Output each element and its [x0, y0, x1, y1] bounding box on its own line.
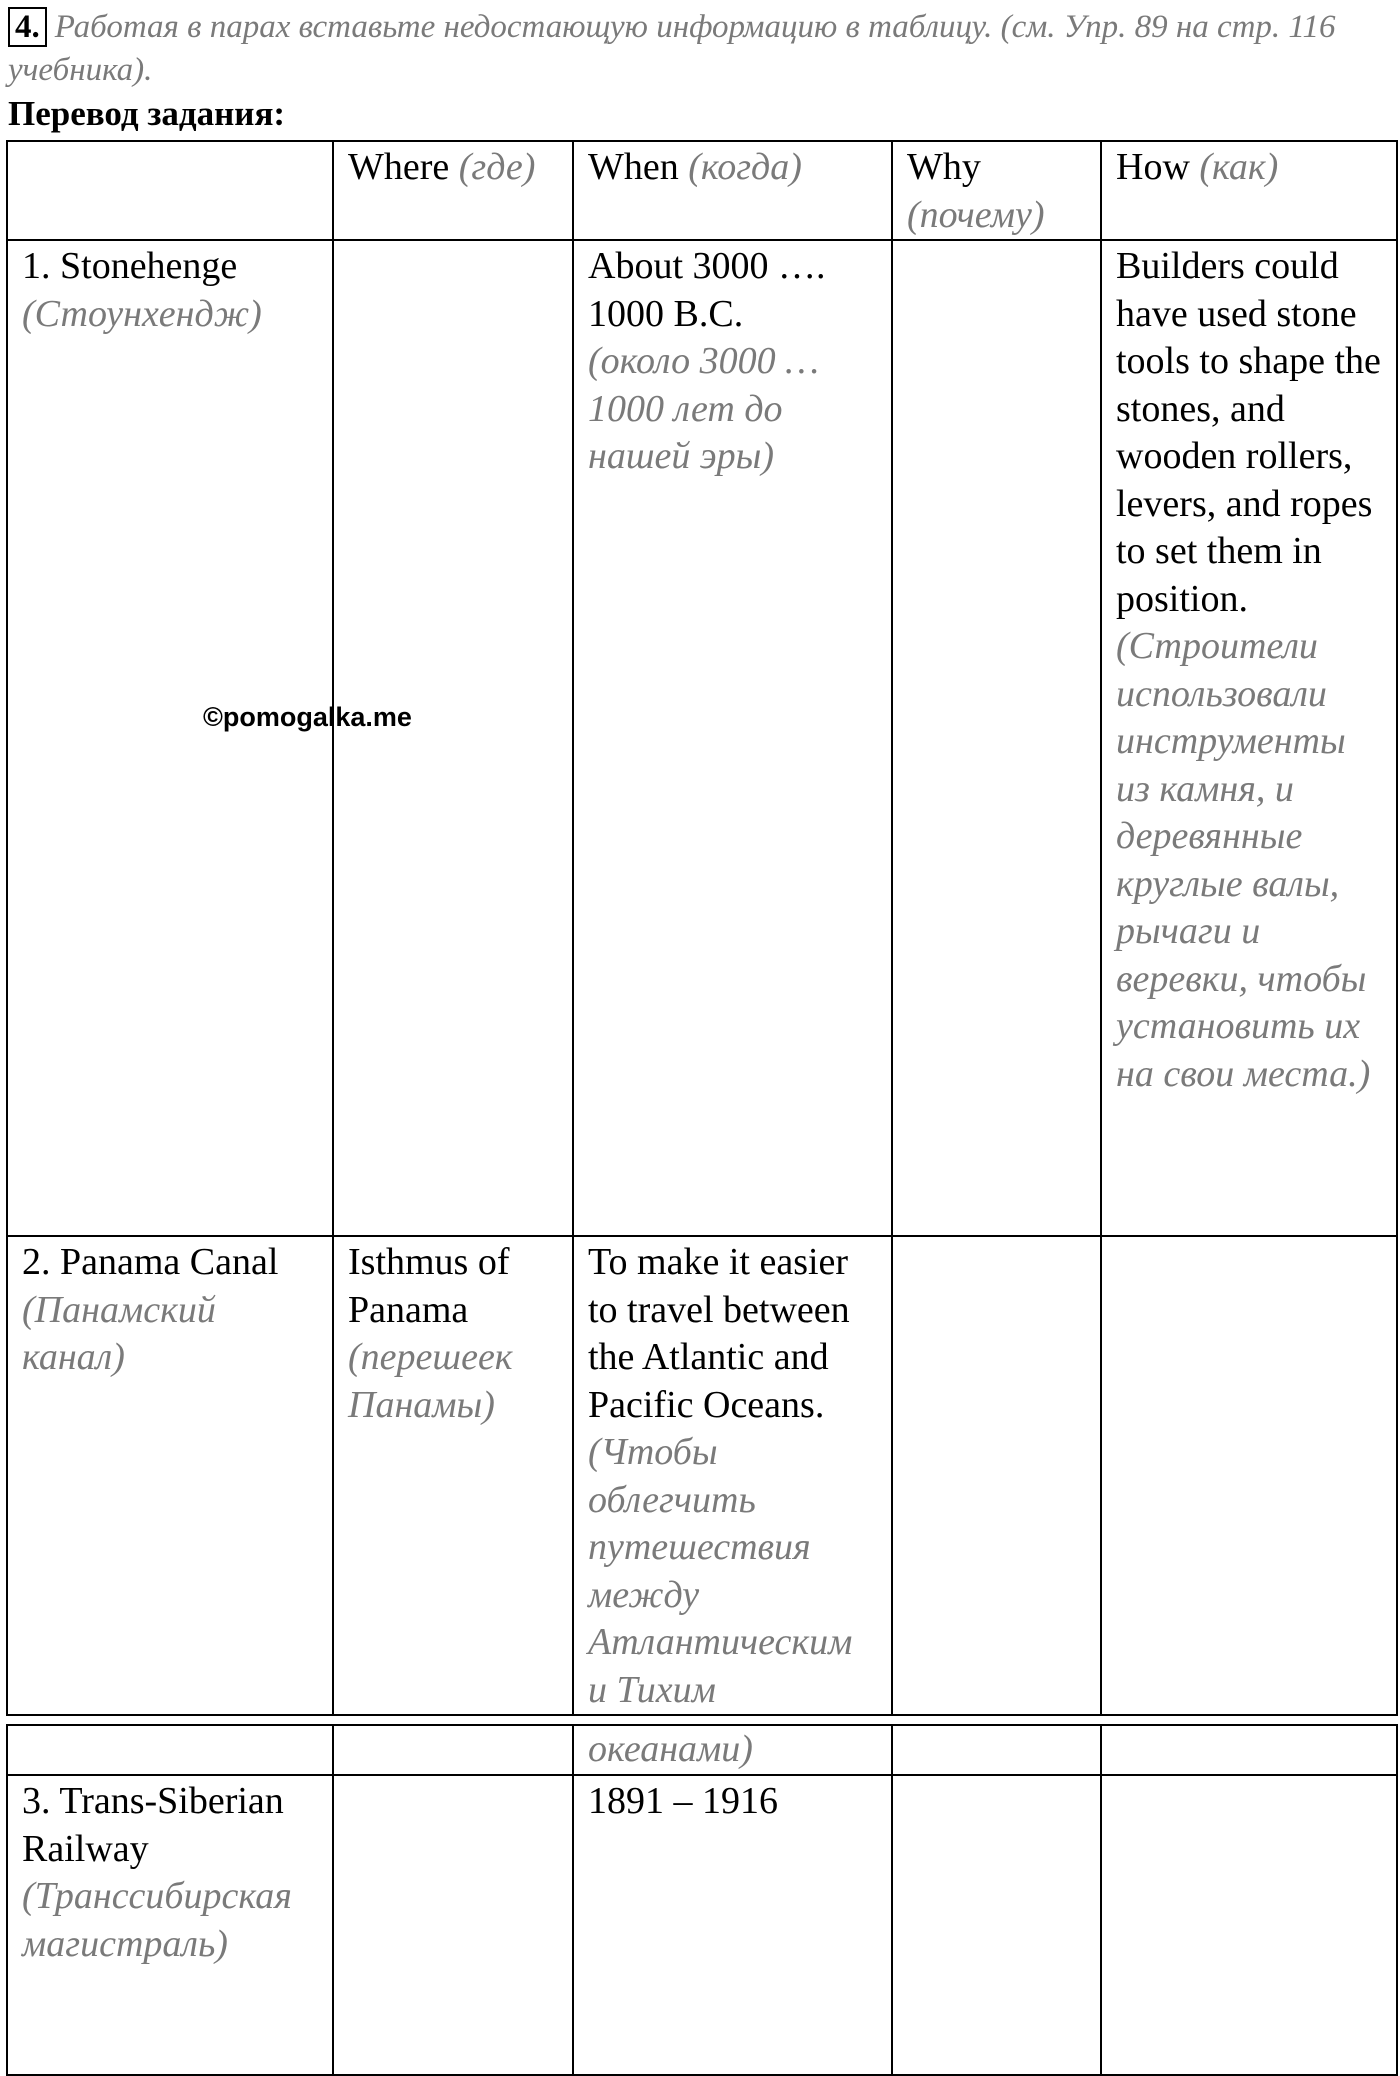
row-where-cell: Isthmus of Panama (перешеек Панамы) — [333, 1236, 573, 1715]
header-cell-where: Where (где) — [333, 141, 573, 240]
row-why-cell — [892, 1236, 1101, 1715]
row-where-cell — [333, 1775, 573, 2075]
table-row — [7, 1775, 1397, 2075]
table-row-continuation — [7, 1725, 1397, 1775]
table-header-row — [7, 141, 1397, 240]
row-name-cell: 1. Stonehenge (Стоунхендж) — [7, 240, 333, 1236]
row-why-cell — [892, 240, 1101, 1236]
header-cell-why: Why (почему) — [892, 141, 1101, 240]
row-where-cell — [333, 1725, 573, 1775]
section-heading: Перевод задания: — [8, 94, 286, 133]
wonders-table — [6, 140, 1398, 1716]
watermark: ©pomogalka.me — [203, 702, 412, 732]
table-row — [7, 240, 1397, 1236]
header-cell-empty — [7, 141, 333, 240]
row-when-cell: To make it easier to travel between the Atlantic and Pacific Oceans. (Чтобы облегчить путешествия между Атлантическим и Тихим — [573, 1236, 892, 1715]
wonders-table-continued — [6, 1724, 1398, 2076]
task-text: Работая в парах вставьте недостающую информацию в таблицу. (см. Упр. 89 на стр. 116 учебника). — [8, 9, 1336, 88]
row-when-cell: океанами) — [573, 1725, 892, 1775]
task-number: 4. — [8, 7, 47, 47]
header-cell-how: How (как) — [1101, 141, 1397, 240]
row-why-cell — [892, 1725, 1101, 1775]
row-when-cell: About 3000 …. 1000 B.C. (около 3000 …1000 лет до нашей эры) — [573, 240, 892, 1236]
row-how-cell — [1101, 1236, 1397, 1715]
row-name-cell: 3. Trans-Siberian Railway (Транссибирская магистраль) — [7, 1775, 333, 2075]
row-name-cell — [7, 1725, 333, 1775]
row-name-cell: 2. Panama Canal (Панамский канал) — [7, 1236, 333, 1715]
table-row — [7, 1236, 1397, 1715]
row-how-cell — [1101, 1725, 1397, 1775]
task-instruction — [8, 6, 1388, 92]
row-how-cell — [1101, 1775, 1397, 2075]
row-how-cell: Builders could have used stone tools to shape the stones, and wooden rollers, levers, and ropes to set them in position. (Строители использовали инструменты из камня, и деревянные круглые валы, рычаги и веревки, чтобы установить их на свои места.) — [1101, 240, 1397, 1236]
header-cell-when: When (когда) — [573, 141, 892, 240]
row-why-cell — [892, 1775, 1101, 2075]
row-when-cell: 1891 – 1916 — [573, 1775, 892, 2075]
row-where-cell — [333, 240, 573, 1236]
